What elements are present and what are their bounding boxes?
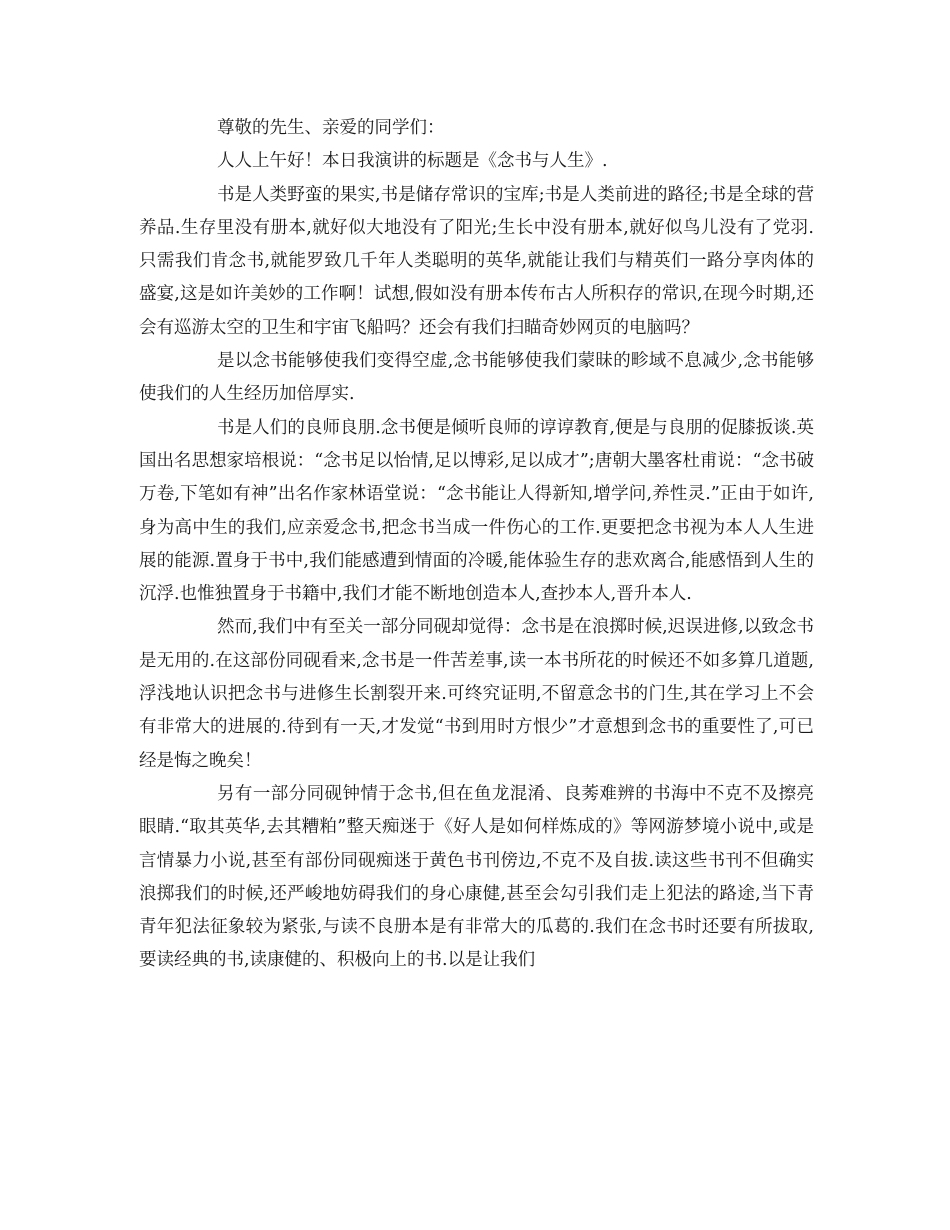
paragraph: 然而,我们中有至关一部分同砚却觉得：念书是在浪掷时候,迟误进修,以致念书是无用的.在这部份同砚看来,念书是一件苦差事,读一本书所花的时候还不如多算几道题,浮浅地认识把念书与进修生长割裂开来.可终究证明,不留意念书的门生,其在学习上不会有非常大的进展的.待到有一天,才发觉“书到用时方恨少”才意想到念书的重要性了,可已经是悔之晚矣！ <box>139 617 814 771</box>
document-body <box>139 112 814 978</box>
paragraph: 书是人类野蛮的果实,书是储存常识的宝库;书是人类前进的路径;书是全球的营养品.生存里没有册本,就好似大地没有了阳光;生长中没有册本,就好似鸟儿没有了党羽.只需我们肯念书,就能罗致几千年人类聪明的英华,就能让我们与精英们一路分享肉体的盛宴,这是如许美妙的工作啊！试想,假如没有册本传布古人所积存的常识,在现今时期,还会有巡游太空的卫生和宇宙飞船吗？还会有我们扫瞄奇妙网页的电脑吗？ <box>139 184 814 338</box>
paragraph: 书是人们的良师良朋.念书便是倾听良师的谆谆教育,便是与良朋的促膝扳谈.英国出名思想家培根说：“念书足以怡情,足以博彩,足以成才”;唐朝大墨客杜甫说：“念书破万卷,下笔如有神”出名作家林语堂说：“念书能让人得新知,增学问,养性灵.”正由于如许,身为高中生的我们,应亲爱念书,把念书当成一件伤心的工作.更要把念书视为本人人生进展的能源.置身于书中,我们能感遭到情面的冷暖,能体验生存的悲欢离合,能感悟到人生的沉浮.也惟独置身于书籍中,我们才能不断地创造本人,查抄本人,晋升本人. <box>139 417 814 605</box>
paragraph: 另有一部分同砚钟情于念书,但在鱼龙混淆、良莠难辨的书海中不克不及擦亮眼睛.“取其英华,去其糟粕”整天痴迷于《好人是如何样炼成的》等网游梦境小说中,或是言情暴力小说,甚至有部份同砚痴迷于黄色书刊傍边,不克不及自拔.读这些书刊不但确实浪掷我们的时候,还严峻地妨碍我们的身心康健,甚至会勾引我们走上犯法的路途,当下青青年犯法征象较为紧张,与读不良册本是有非常大的瓜葛的.我们在念书时还要有所拔取,要读经典的书,读康健的、积极向上的书.以是让我们 <box>139 783 814 971</box>
salutation: 尊敬的先生、亲爱的同学们： <box>217 118 445 138</box>
paragraph: 是以念书能够使我们变得空虚,念书能够使我们蒙昧的畛域不息减少,念书能够使我们的人生经历加倍厚实. <box>139 351 814 405</box>
greeting: 人人上午好！本日我演讲的标题是《念书与人生》. <box>217 151 608 172</box>
